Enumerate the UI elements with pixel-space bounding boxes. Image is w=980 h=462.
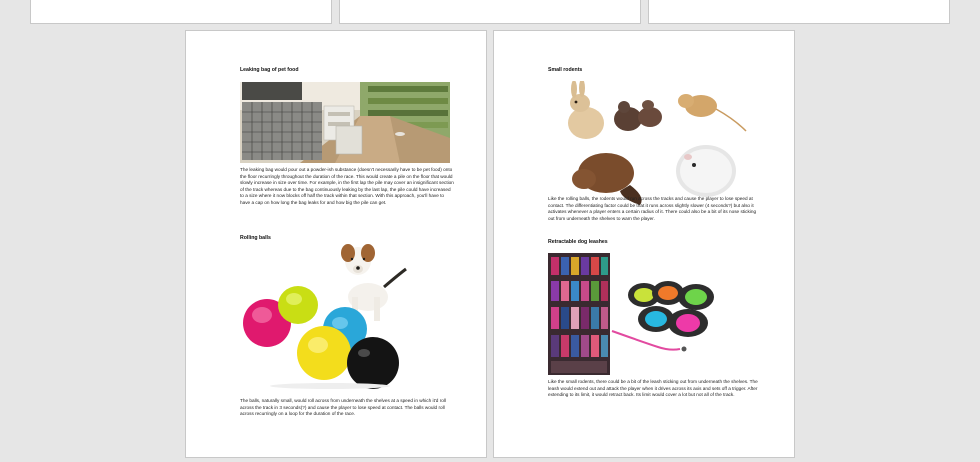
page-thumbnail-top-1	[30, 0, 332, 24]
dog-leashes-description: Like the small rodents, there could be a bit of the leash sticking out from underneath the shelves. The leash would extend out and attack the player when it drives across its axis and sets off a trigger. After extending to its limit, it would retract back. Its limit would cover a lot but not all of the track.	[548, 379, 758, 398]
section-heading-small-rodents: Small rodents	[548, 67, 583, 73]
section-heading-dog-leashes: Retractable dog leashes	[548, 239, 608, 245]
leash-store-display-image	[548, 253, 610, 375]
pet-food-store-aisle-image	[240, 82, 450, 163]
page-thumbnail-top-3	[648, 0, 950, 24]
document-page-right	[493, 30, 795, 458]
page-thumbnail-top-2	[339, 0, 641, 24]
retractable-leashes-image	[610, 275, 728, 353]
rolling-balls-description: The balls, naturally small, would roll across from underneath the shelves at a speed in which it'd roll across the track in 3 seconds(?) and cause the player to lose speed at contact. The balls would roll across recurringly on a loop for the duration of the race.	[240, 398, 446, 417]
small-rodents-image	[556, 81, 756, 209]
pet-food-description: The leaking bag would pour out a powder-ish substance (doesn't necessarily have to be pet food) onto the floor recurringly throughout the duration of the race. This would create a pile on the floor that would slowly increase in size over time. For example, in the first lap the pile may cover an insignificant section of the track whereas due to the bag continuously leaking by the last lap, the pile could have increased to a size where it now blocks off half the track within that section. With this approach, you'll have to have a cap on how long the bag leaks for and how big the pile can get.	[240, 167, 454, 205]
document-page-left	[185, 30, 487, 458]
section-heading-rolling-balls: Rolling balls	[240, 235, 271, 241]
rolling-balls-puppy-image	[240, 241, 410, 391]
small-rodents-description: Like the rolling balls, the rodents would run across the tracks and cause the player to lose speed at contact. The differentiating factor could be that it runs across slightly slower (4 seconds?) but also it activates whenever a player enters a certain radius of it. There could also be a bit of its nose sticking out from underneath the shelves to warn the player.	[548, 196, 757, 221]
section-heading-pet-food: Leaking bag of pet food	[240, 67, 299, 73]
